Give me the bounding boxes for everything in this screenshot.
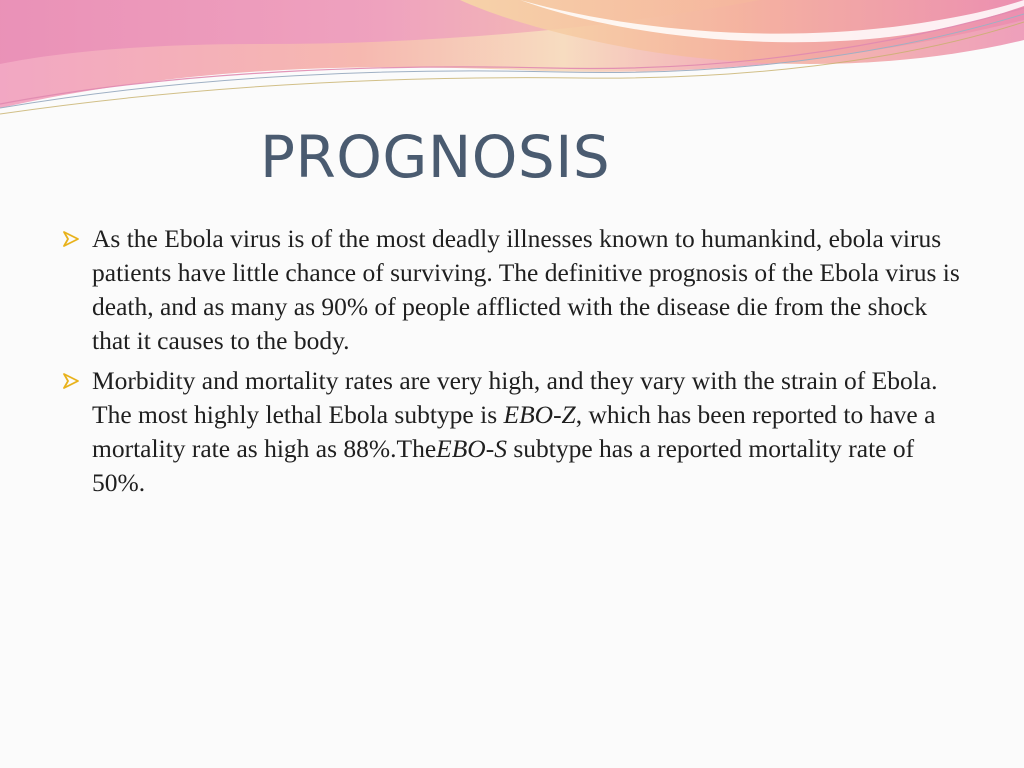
bullet-text-part: subtype has a reported mortality rate of 50%. [92, 434, 915, 497]
arrow-bullet-icon [62, 231, 80, 247]
bullet-text-part: Morbidity and mortality rates are very high, and they vary with the strain of Ebola. The most highly lethal Ebola subtype is [92, 366, 938, 429]
bullet-text: As the Ebola virus is of the most deadly illnesses known to humankind, ebola virus patients have little chance of surviving. The definitive prognosis of the Ebola virus is death, and as many as 90% of people afflicted with the disease die from the shock that it causes to the body. [92, 224, 960, 355]
bullet-list [62, 222, 962, 506]
bullet-item [62, 364, 962, 500]
bullet-item [62, 222, 962, 358]
subtype-ebo-z: EBO-Z [503, 400, 576, 429]
decorative-banner [0, 0, 1024, 130]
bullet-text-part: , which has been reported to have a mortality rate as high as 88%.The [92, 400, 936, 463]
arrow-bullet-icon [62, 373, 80, 389]
slide-title: PROGNOSIS [260, 123, 611, 191]
subtype-ebo-s: EBO-S [436, 434, 507, 463]
